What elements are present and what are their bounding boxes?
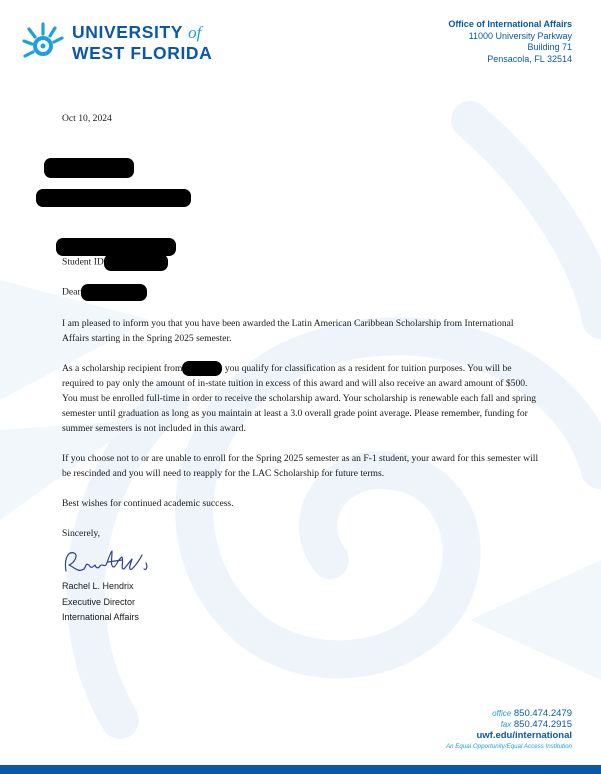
fax-line: fax 850.474.2915 — [500, 719, 572, 730]
letter-date: Oct 10, 2024 — [62, 113, 112, 124]
paragraph-award: I am pleased to inform you that you have been awarded the Latin American Caribbean Scholarship from International Affairs starting in the Spring 2025 semester. — [62, 318, 514, 344]
salutation: Dear — [62, 286, 81, 298]
address-line-3: Pensacola, FL 32514 — [487, 53, 572, 64]
signer-title: Executive Director — [62, 596, 136, 607]
redaction-bar — [81, 284, 147, 301]
address-line-2: Building 71 — [527, 42, 572, 52]
office-phone-line: office 850.474.2479 — [492, 708, 572, 719]
paragraph-terms: As a scholarship recipient from you qualify for classification as a resident for tuition purposes. You will be required to pay only the amount of in-state tuition in excess of this award and will also receive an award amount of $500. You must be enrolled full-time in order to receive the scholarship award. Your scholarship is renewable each fall and spring semester until graduation as long as you maintain at least a 3.0 overall grade point average. Please remember, funding for summer semesters is not included in this award. — [62, 363, 537, 435]
student-id-label: Student ID — [62, 256, 104, 268]
letter-body — [62, 111, 540, 626]
signer-name: Rachel L. Hendrix — [62, 581, 134, 592]
logo-wordmark-top: UNIVERSITY of — [72, 22, 202, 42]
office-title: Office of International Affairs — [448, 19, 572, 29]
website-link[interactable]: uwf.edu/international — [476, 730, 572, 741]
redaction-bar — [36, 189, 191, 207]
logo-wordmark-bottom: WEST FLORIDA — [72, 43, 213, 63]
footer-contact — [446, 708, 572, 752]
redaction-bar — [44, 158, 134, 178]
university-logo — [22, 18, 213, 68]
redaction-bar — [56, 238, 176, 256]
equal-opportunity-note: An Equal Opportunity/Equal Access Institution — [446, 743, 572, 750]
handwritten-signature — [62, 545, 540, 579]
recipient-address-redacted — [62, 126, 540, 234]
salutation-line — [62, 284, 540, 301]
redaction-bar — [182, 361, 222, 376]
redaction-bar — [104, 254, 168, 271]
address-line-1: 11000 University Parkway — [468, 30, 572, 41]
office-address — [448, 19, 572, 65]
student-id-line — [62, 254, 540, 271]
uwf-wave-icon — [22, 18, 68, 66]
paragraph-wishes: Best wishes for continued academic success. — [62, 498, 234, 510]
closing: Sincerely, — [62, 528, 101, 540]
footer-bar — [0, 765, 601, 774]
signer-department: International Affairs — [62, 612, 139, 623]
paragraph-rescind: If you choose not to or are unable to enroll for the Spring 2025 semester as an F-1 student, your award for this semester will be rescinded and you will need to reapply for the LAC Scholarship for future terms. — [62, 453, 539, 480]
signature-block — [62, 579, 540, 626]
